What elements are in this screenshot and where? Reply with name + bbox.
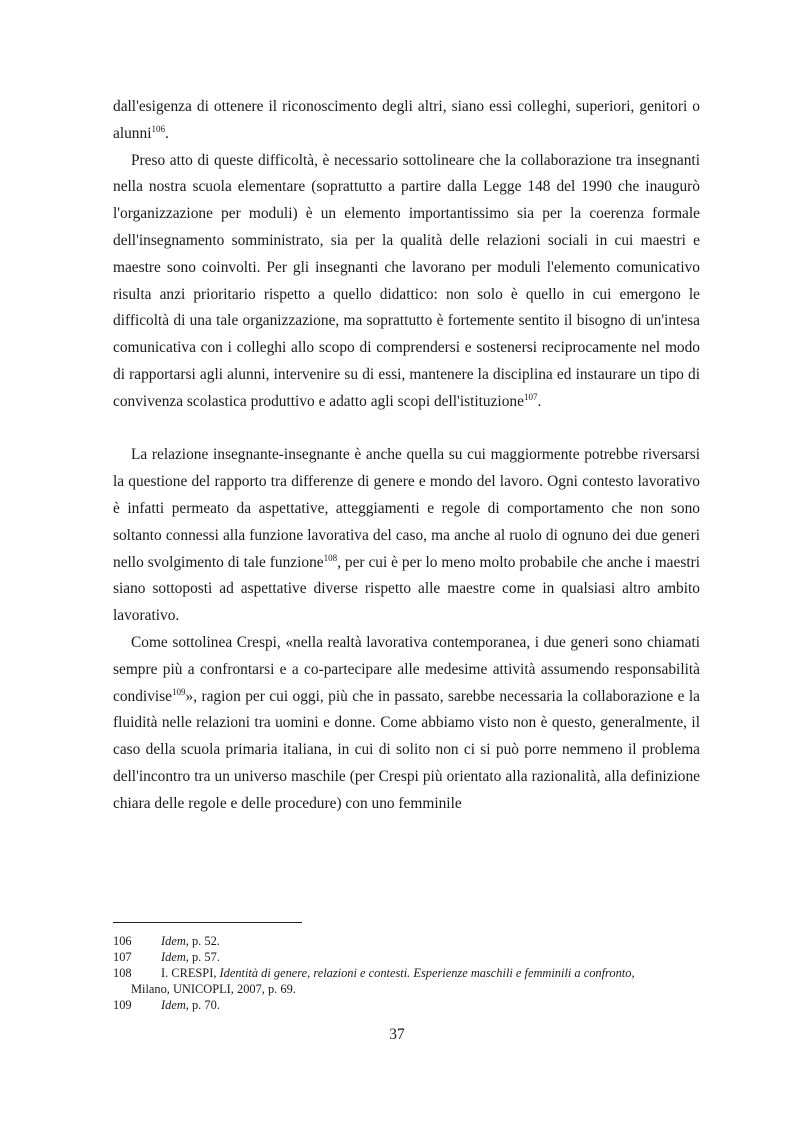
footnote-ref-107[interactable]: 107	[523, 391, 538, 402]
footnote-108: 108 I. CRESPI, Identità di genere, relazioni e contesti. Esperienze maschili e femminili a confronto,	[113, 966, 635, 980]
footnote-106: 106 Idem, p. 52.	[113, 934, 220, 948]
footnote-ref-106[interactable]: 106	[151, 123, 165, 134]
footnote-108-continuation: Milano, UNICOPLI, 2007, p. 69.	[131, 982, 296, 996]
paragraph-4: Come sottolinea Crespi, «nella realtà lavorativa contemporanea, i due generi sono chiamati sempre più a confrontarsi e a co-partecipare alle medesime attività assumendo responsabilità condivise$^{109}$», ragion per cui oggi, più che in passato, sarebbe necessaria la collaborazione e la fluidità nelle relazioni tra uomini e donne. Come abbiamo visto non è questo, generalmente, il caso della scuola primaria italiana, in cui di solito non ci si può porre nemmeno il problema dell'incontro tra un universo maschile (per Crespi più orientato alla razionalità, alla definizione chiara delle regole e delle procedure) con uno femminile	[113, 633, 700, 812]
paragraph-1: dall'esigenza di ottenere il riconoscimento degli altri, siano essi colleghi, superiori, genitori o alunni$^{106}$.	[113, 98, 700, 142]
footnote-separator	[113, 922, 302, 923]
footnote-107: 107 Idem, p. 57.	[113, 950, 220, 964]
footnotes	[113, 933, 700, 1013]
page-number: 37	[389, 1026, 405, 1043]
footnote-number: 108	[113, 966, 132, 980]
body-text	[113, 94, 700, 818]
footnote-ref-108[interactable]: 108	[323, 552, 338, 563]
footnote-number: 106	[113, 934, 132, 948]
footnote-ref-109[interactable]: 109	[172, 686, 186, 697]
paragraph-2: Preso atto di queste difficoltà, è necessario sottolineare che la collaborazione tra insegnanti nella nostra scuola elementare (soprattutto a partire dalla Legge 148 del 1990 che inaugurò l'organizzazione per moduli) è un elemento importantissimo sia per la coerenza formale dell'insegnamento somministrato, sia per la qualità delle relazioni sociali in cui maestri e maestre sono coinvolti. Per gli insegnanti che lavorano per moduli l'elemento comunicativo risulta anzi prioritario rispetto a quello didattico: non solo è quello in cui emergono le difficoltà di una tale organizzazione, ma soprattutto è fortemente sentito il bisogno di un'intesa comunicativa con i colleghi allo scopo di comprendersi e sostenersi reciprocamente nel modo di rapportarsi agli alunni, intervenire su di essi, mantenere la disciplina ed instaurare un tipo di convivenza scolastica produttivo e adatto agli scopi dell'istituzione$^{107}$.	[113, 151, 700, 410]
footnote-number: 109	[113, 998, 132, 1012]
footnote-number: 107	[113, 950, 132, 964]
footnote-109: 109 Idem, p. 70.	[113, 998, 220, 1012]
paragraph-3: La relazione insegnante-insegnante è anche quella su cui maggiormente potrebbe riversarsi la questione del rapporto tra differenze di genere e mondo del lavoro. Ogni contesto lavorativo è infatti permeato da aspettative, atteggiamenti e regole di comportamento che non sono soltanto connessi alla funzione lavorativa del caso, ma anche al ruolo di ognuno dei due generi nello svolgimento di tale funzione$^{108}$, per cui è per lo meno molto probabile che anche i maestri siano sottoposti ad aspettative diverse rispetto alle maestre come in qualsiasi altro ambito lavorativo.	[113, 446, 700, 625]
